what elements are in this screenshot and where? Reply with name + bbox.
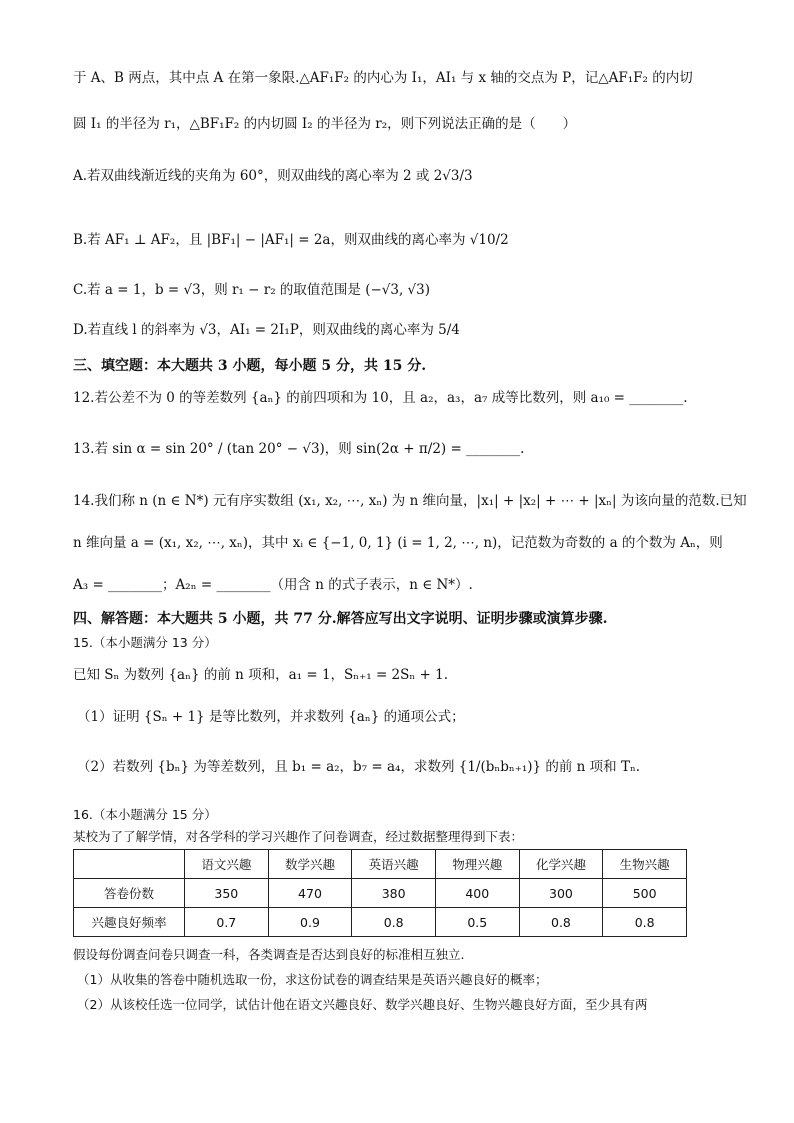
text-line-l18: 16.（本小题满分 15 分） — [73, 807, 217, 822]
table-cell: 0.8 — [352, 908, 436, 937]
text-line-l19: 某校为了了解学情，对各学科的学习兴趣作了问卷调查，经过数据整理得到下表： — [73, 829, 524, 844]
text-line-l12: A₃ = ________；A₂ₙ = ________（用含 n 的式子表示，n ∈ N*）. — [73, 577, 473, 593]
table-cell: 400 — [435, 879, 519, 908]
text-line-l22: （2）从该校任选一位同学，试估计他在语文兴趣良好、数学兴趣良好、生物兴趣良好方面，至少具有两 — [77, 997, 648, 1012]
text-line-l6: D.若直线 l 的斜率为 √3，AI₁ = 2I₁P，则双曲线的离心率为 5/4 — [73, 322, 460, 338]
text-line-l3: A.若双曲线渐近线的夹角为 60°，则双曲线的离心率为 2 或 2√3/3 — [73, 168, 473, 184]
table-cell: 0.5 — [435, 908, 519, 937]
table-cell: 500 — [603, 879, 687, 908]
table-cell: 0.9 — [268, 908, 352, 937]
table-header-cell: 生物兴趣 — [603, 850, 687, 879]
table-header-cell: 化学兴趣 — [519, 850, 603, 879]
table-row — [74, 879, 687, 908]
table-header-cell: 数学兴趣 — [268, 850, 352, 879]
text-line-l7: 三、填空题：本大题共 3 小题，每小题 5 分，共 15 分. — [73, 358, 427, 374]
text-line-l16: （1）证明 {Sₙ + 1} 是等比数列，并求数列 {aₙ} 的通项公式； — [77, 709, 465, 725]
text-line-l15: 已知 Sₙ 为数列 {aₙ} 的前 n 项和，a₁ = 1，Sₙ₊₁ = 2Sₙ + 1. — [73, 667, 449, 683]
text-line-l14: 15.（本小题满分 13 分） — [73, 635, 217, 650]
table-corner-cell — [74, 850, 185, 879]
table-header-cell: 英语兴趣 — [352, 850, 436, 879]
text-line-l5: C.若 a = 1，b = √3，则 r₁ − r₂ 的取值范围是 (−√3, √3) — [73, 282, 430, 298]
text-line-l17: （2）若数列 {bₙ} 为等差数列，且 b₁ = a₂，b₇ = a₄，求数列 {1/(bₙbₙ₊₁)} 的前 n 项和 Tₙ. — [77, 759, 641, 775]
table-cell: 380 — [352, 879, 436, 908]
table-cell: 0.7 — [185, 908, 269, 937]
table-cell: 0.8 — [519, 908, 603, 937]
text-line-l9: 13.若 sin α = sin 20° / (tan 20° − √3)，则 sin(2α + π/2) = ________. — [73, 441, 525, 457]
table-cell: 470 — [268, 879, 352, 908]
table-row-header: 答卷份数 — [74, 879, 185, 908]
text-line-l21: （1）从收集的答卷中随机选取一份，求这份试卷的调查结果是英语兴趣良好的概率； — [77, 972, 548, 987]
text-line-l2: 圆 I₁ 的半径为 r₁，△BF₁F₂ 的内切圆 I₂ 的半径为 r₂，则下列说法正确的是（ ） — [73, 116, 577, 132]
text-line-l4: B.若 AF₁ ⊥ AF₂，且 |BF₁| − |AF₁| = 2a，则双曲线的离心率为 √10/2 — [73, 232, 509, 248]
text-line-l8: 12.若公差不为 0 的等差数列 {aₙ} 的前四项和为 10，且 a₂，a₃，a₇ 成等比数列，则 a₁₀ = ________. — [73, 390, 688, 406]
text-line-l20: 假设每份调查问卷只调查一科，各类调查是否达到良好的标准相互独立. — [73, 947, 465, 962]
table-header-cell: 语文兴趣 — [185, 850, 269, 879]
text-line-l10: 14.我们称 n (n ∈ N*) 元有序实数组 (x₁, x₂, ⋯, xₙ) 为 n 维向量，|x₁| + |x₂| + ⋯ + |xₙ| 为该向量的范数.已知 — [73, 493, 747, 509]
table-row — [74, 908, 687, 937]
table-cell: 350 — [185, 879, 269, 908]
table-cell: 0.8 — [603, 908, 687, 937]
table-cell: 300 — [519, 879, 603, 908]
text-line-l1: 于 A、B 两点，其中点 A 在第一象限.△AF₁F₂ 的内心为 I₁，AI₁ 与 x 轴的交点为 P，记△AF₁F₂ 的内切 — [73, 70, 693, 86]
table-row-header: 兴趣良好频率 — [74, 908, 185, 937]
table-header-row — [74, 850, 687, 879]
text-line-l13: 四、解答题：本大题共 5 小题，共 77 分.解答应写出文字说明、证明步骤或演算步骤. — [73, 611, 608, 627]
text-line-l11: n 维向量 a = (x₁, x₂, ⋯, xₙ)，其中 xᵢ ∈ {−1, 0, 1} (i = 1, 2, ⋯, n)，记范数为奇数的 a 的个数为 Aₙ，则 — [73, 535, 723, 551]
table-header-cell: 物理兴趣 — [435, 850, 519, 879]
interest-survey-table — [73, 849, 687, 937]
